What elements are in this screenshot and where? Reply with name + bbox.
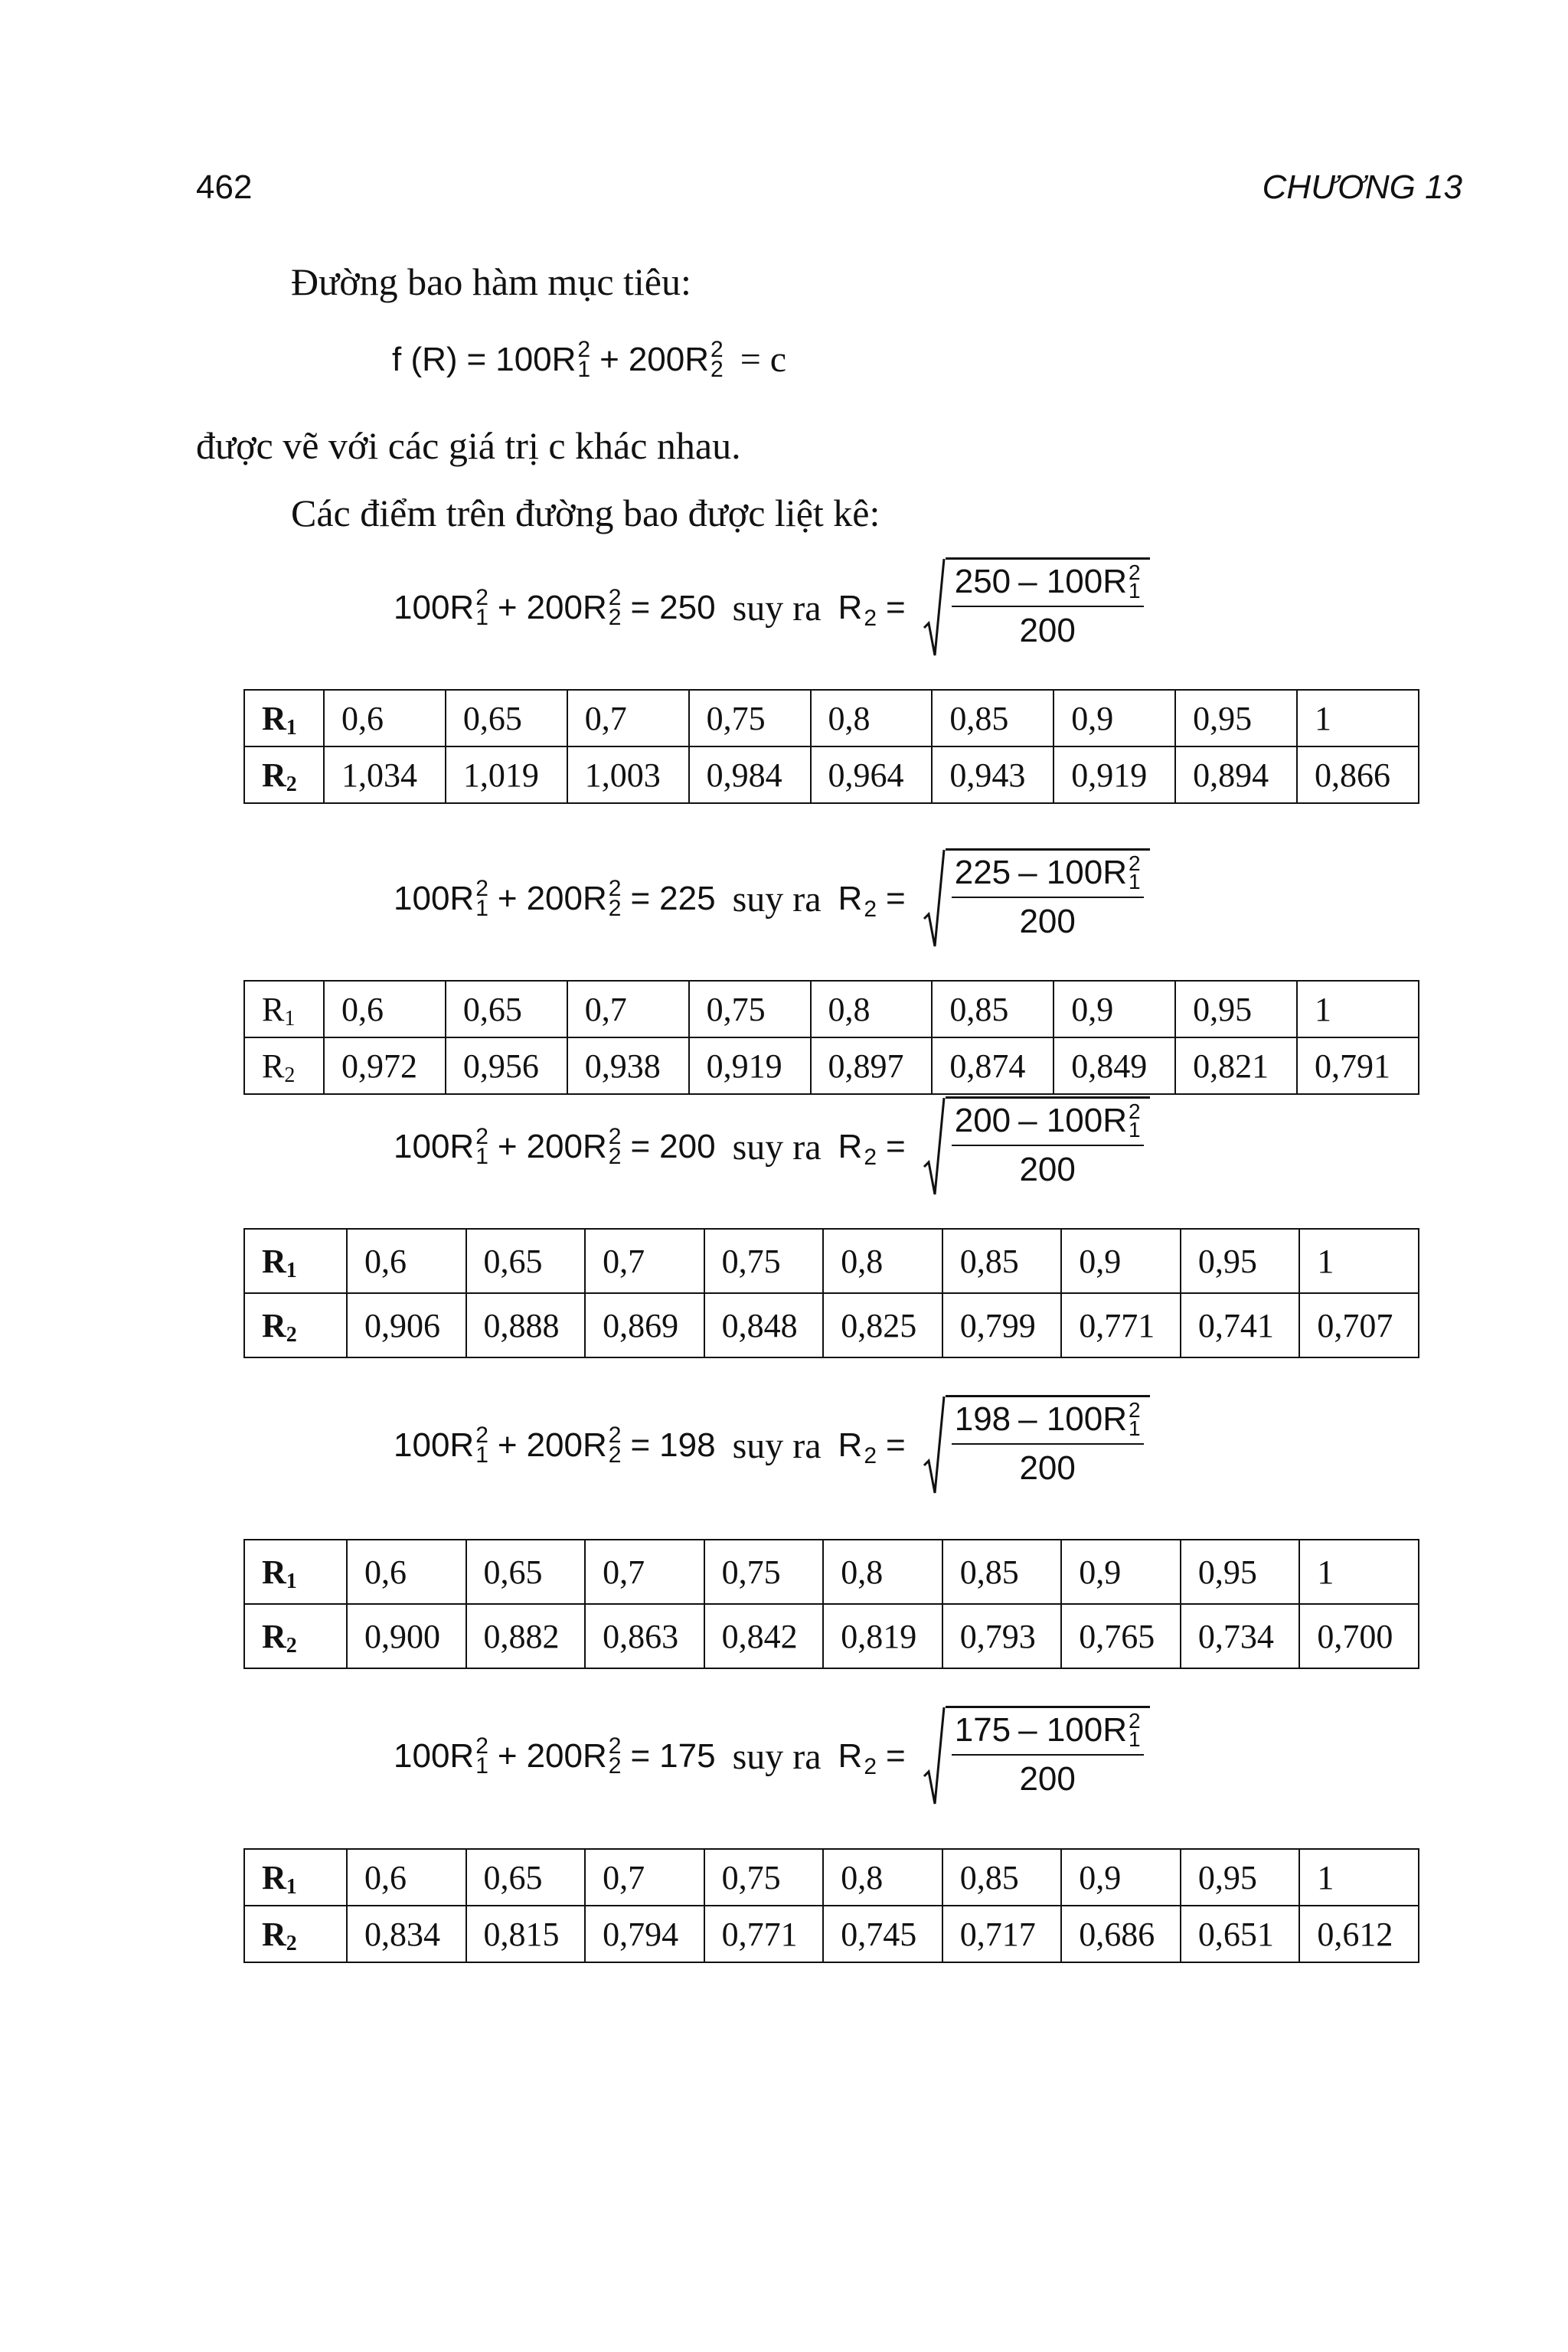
r1-index-sub: 1 — [475, 896, 488, 921]
equals-sign-2: = — [886, 1128, 906, 1165]
r1-index — [475, 1423, 488, 1468]
denominator: 200 — [1019, 1151, 1076, 1188]
table-cell: 0,984 — [689, 746, 811, 803]
row-label-subscript: 1 — [286, 1258, 297, 1282]
r1-index-sup: 2 — [475, 1124, 488, 1149]
table-row — [244, 1229, 1419, 1293]
table-cell: 0,75 — [689, 981, 811, 1037]
table-cell: 0,95 — [1181, 1540, 1300, 1604]
r2-index — [608, 1124, 622, 1169]
table-cell: 1 — [1299, 1540, 1419, 1604]
r2-index-sub: 2 — [608, 1144, 622, 1169]
table-row — [244, 1604, 1419, 1668]
row-label-subscript: 1 — [284, 1006, 296, 1031]
numerator-c: 175 — [954, 1711, 1011, 1749]
sqrt-expression — [923, 1395, 1150, 1496]
r2-index-sub: 2 — [608, 1753, 622, 1779]
intro-line-3: Các điểm trên đường bao được liệt kê: — [291, 492, 880, 534]
numerator-rest: – 100R — [1018, 854, 1128, 891]
table-cell: 0,765 — [1061, 1604, 1181, 1668]
func-term2: 200R — [628, 340, 709, 378]
table-cell: 0,874 — [932, 1037, 1054, 1094]
row-label-text: R — [262, 1306, 286, 1344]
table-row — [244, 1293, 1419, 1357]
numerator-rest: – 100R — [1018, 1102, 1128, 1139]
table-cell: 0,8 — [811, 690, 933, 746]
table-cell: 0,6 — [324, 981, 446, 1037]
numerator-c: 250 — [954, 563, 1011, 600]
r2-symbol: R — [838, 880, 863, 917]
func-plus: + — [599, 340, 619, 378]
table-cell: 0,919 — [1054, 746, 1175, 803]
table-cell: 0,849 — [1054, 1037, 1175, 1094]
values-table — [243, 1539, 1419, 1669]
c-value: 250 — [659, 589, 716, 626]
r2-index-sub: 2 — [608, 1442, 622, 1468]
row-label-r2 — [244, 1037, 324, 1094]
numerator-index — [1129, 1398, 1141, 1440]
values-table — [243, 980, 1419, 1095]
r2-index-sub: 2 — [608, 896, 622, 921]
table-row — [244, 1849, 1419, 1906]
func-lhs: f (R) — [392, 340, 458, 378]
denominator: 200 — [1019, 1449, 1076, 1487]
row-label-r2 — [244, 1604, 347, 1668]
table-cell: 0,9 — [1061, 1229, 1181, 1293]
r2-symbol: R — [838, 1737, 863, 1775]
table-cell: 0,7 — [585, 1229, 704, 1293]
c-value: 200 — [659, 1128, 716, 1165]
numerator-index-sup: 2 — [1129, 1398, 1141, 1422]
table-cell: 0,9 — [1054, 981, 1175, 1037]
table-cell: 1 — [1299, 1849, 1419, 1906]
chapter-title: CHƯƠNG 13 — [1262, 168, 1462, 206]
table-cell: 0,863 — [585, 1604, 704, 1668]
numerator — [952, 851, 1144, 898]
c-value: 175 — [659, 1737, 716, 1775]
func-sub-2: 2 — [710, 356, 724, 382]
row-label-text: R — [262, 1047, 285, 1085]
plus-sign: + — [497, 589, 518, 626]
r1-index-sup: 2 — [475, 1733, 488, 1759]
table-cell: 0,7 — [567, 690, 689, 746]
radical-sign — [923, 1395, 946, 1496]
plus-sign: + — [497, 1737, 518, 1775]
table-cell: 0,65 — [466, 1229, 586, 1293]
r2-symbol: R — [838, 1128, 863, 1165]
plus-sign: + — [497, 1128, 518, 1165]
radical-sign — [923, 1706, 946, 1807]
term-200r2: 200R — [526, 1128, 607, 1165]
table-cell: 0,700 — [1299, 1604, 1419, 1668]
numerator-index-sup: 2 — [1129, 560, 1141, 584]
table-cell: 0,821 — [1175, 1037, 1297, 1094]
row-label-text: R — [262, 990, 285, 1028]
table-cell: 0,75 — [704, 1540, 824, 1604]
table-cell: 0,75 — [704, 1849, 824, 1906]
term-200r2: 200R — [526, 880, 607, 917]
r1-index-sup: 2 — [475, 1423, 488, 1448]
equals-sign: = — [630, 1426, 651, 1464]
row-label-subscript: 2 — [286, 1633, 297, 1658]
table-cell: 0,686 — [1061, 1906, 1181, 1962]
r1-index-sub: 1 — [475, 605, 488, 630]
suy-ra-text: suy ra — [732, 1736, 822, 1777]
row-label-subscript: 2 — [284, 1063, 296, 1087]
numerator-index — [1129, 1099, 1141, 1142]
table-cell: 0,900 — [347, 1604, 466, 1668]
table-cell: 0,825 — [823, 1293, 942, 1357]
r2-index-sup: 2 — [608, 876, 622, 901]
table-row — [244, 1540, 1419, 1604]
denominator: 200 — [1019, 903, 1076, 940]
table-cell: 0,707 — [1299, 1293, 1419, 1357]
table-cell: 0,9 — [1061, 1849, 1181, 1906]
equals-sign: = — [630, 1737, 651, 1775]
suy-ra-text: suy ra — [732, 878, 822, 920]
term-200r2: 200R — [526, 1737, 607, 1775]
numerator-index-sub: 1 — [1129, 1118, 1141, 1142]
numerator-c: 200 — [954, 1102, 1011, 1139]
table-cell: 0,95 — [1175, 981, 1297, 1037]
sqrt-expression — [923, 557, 1150, 658]
suy-ra-text: suy ra — [732, 587, 822, 629]
r1-index-sub: 1 — [475, 1144, 488, 1169]
table-cell: 0,9 — [1061, 1540, 1181, 1604]
row-label-r1 — [244, 1540, 347, 1604]
r1-index-sub: 1 — [475, 1753, 488, 1779]
sqrt-expression — [923, 1706, 1150, 1807]
table-cell: 0,7 — [585, 1540, 704, 1604]
fraction — [946, 848, 1150, 949]
table-cell: 0,741 — [1181, 1293, 1300, 1357]
table-cell: 0,6 — [324, 690, 446, 746]
table-cell: 0,869 — [585, 1293, 704, 1357]
numerator-index — [1129, 1709, 1141, 1751]
radical-sign — [923, 848, 946, 949]
numerator-index-sup: 2 — [1129, 1099, 1141, 1123]
equals-sign: = — [630, 1128, 651, 1165]
table-cell: 0,75 — [689, 690, 811, 746]
term-100r1: 100R — [394, 1737, 475, 1775]
table-cell: 0,8 — [823, 1849, 942, 1906]
row-label-r1 — [244, 1849, 347, 1906]
table-cell: 0,9 — [1054, 690, 1175, 746]
sqrt-expression — [923, 1096, 1150, 1197]
r2-subscript: 2 — [864, 606, 877, 631]
numerator-rest: – 100R — [1018, 1400, 1128, 1438]
table-cell: 0,894 — [1175, 746, 1297, 803]
equals-sign-2: = — [886, 1737, 906, 1775]
table-cell: 0,95 — [1181, 1229, 1300, 1293]
c-value: 225 — [659, 880, 716, 917]
row-label-r1 — [244, 981, 324, 1037]
table-cell: 0,75 — [704, 1229, 824, 1293]
numerator-rest: – 100R — [1018, 1711, 1128, 1749]
table-cell: 0,612 — [1299, 1906, 1419, 1962]
table-cell: 0,8 — [823, 1540, 942, 1604]
r1-index — [475, 1733, 488, 1779]
term-100r1: 100R — [394, 1128, 475, 1165]
table-cell: 0,794 — [585, 1906, 704, 1962]
func-rhs: = c — [740, 339, 787, 380]
func-term1: 100R — [495, 340, 577, 378]
r2-index-sup: 2 — [608, 1124, 622, 1149]
table-cell: 0,834 — [347, 1906, 466, 1962]
values-table — [243, 1848, 1419, 1963]
row-label-subscript: 2 — [286, 772, 297, 796]
table-cell: 1 — [1297, 981, 1419, 1037]
table-row — [244, 746, 1419, 803]
term-100r1: 100R — [394, 1426, 475, 1464]
table-cell: 0,85 — [942, 1229, 1062, 1293]
table-cell: 0,745 — [823, 1906, 942, 1962]
fraction — [946, 1706, 1150, 1807]
r2-index-sup: 2 — [608, 1423, 622, 1448]
table-cell: 1,003 — [567, 746, 689, 803]
table-cell: 0,919 — [689, 1037, 811, 1094]
numerator-c: 198 — [954, 1400, 1011, 1438]
table-cell: 0,85 — [932, 981, 1054, 1037]
table-cell: 0,6 — [347, 1229, 466, 1293]
denominator: 200 — [1019, 1760, 1076, 1798]
r1-index — [475, 876, 488, 921]
table-cell: 0,799 — [942, 1293, 1062, 1357]
r2-subscript: 2 — [864, 1443, 877, 1468]
table-cell: 0,717 — [942, 1906, 1062, 1962]
table-cell: 0,6 — [347, 1849, 466, 1906]
table-cell: 0,938 — [567, 1037, 689, 1094]
envelope-formula — [394, 1096, 1150, 1197]
table-cell: 0,842 — [704, 1604, 824, 1668]
table-cell: 0,85 — [932, 690, 1054, 746]
table-cell: 0,791 — [1297, 1037, 1419, 1094]
envelope-formula — [394, 1395, 1150, 1496]
table-cell: 0,734 — [1181, 1604, 1300, 1668]
table-cell: 0,95 — [1175, 690, 1297, 746]
row-label-r1 — [244, 1229, 347, 1293]
r1-index-sub: 1 — [475, 1442, 488, 1468]
row-label-subscript: 1 — [286, 1874, 297, 1899]
numerator-index-sub: 1 — [1129, 579, 1141, 603]
fraction — [946, 1096, 1150, 1197]
row-label-subscript: 2 — [286, 1931, 297, 1955]
numerator — [952, 1400, 1144, 1445]
table-cell: 0,65 — [446, 981, 567, 1037]
table-cell: 0,85 — [942, 1849, 1062, 1906]
table-cell: 1 — [1299, 1229, 1419, 1293]
equals-sign: = — [630, 589, 651, 626]
r1-index — [475, 585, 488, 630]
r2-subscript: 2 — [864, 1754, 877, 1779]
table-row — [244, 981, 1419, 1037]
row-label-r2 — [244, 1293, 347, 1357]
table-cell: 0,972 — [324, 1037, 446, 1094]
table-cell: 0,65 — [466, 1849, 586, 1906]
envelope-formula — [394, 1706, 1150, 1807]
term-100r1: 100R — [394, 589, 475, 626]
r2-index-sup: 2 — [608, 585, 622, 610]
row-label-text: R — [262, 756, 286, 794]
equals-sign: = — [630, 880, 651, 917]
numerator-index-sub: 1 — [1129, 1416, 1141, 1440]
r2-index — [608, 876, 622, 921]
table-cell: 0,964 — [811, 746, 933, 803]
denominator: 200 — [1019, 612, 1076, 649]
row-label-r2 — [244, 746, 324, 803]
func-sub-1: 1 — [577, 356, 591, 382]
table-cell: 0,95 — [1181, 1849, 1300, 1906]
table-cell: 0,7 — [567, 981, 689, 1037]
numerator-index — [1129, 851, 1141, 893]
row-label-text: R — [262, 699, 286, 737]
r2-index — [608, 1423, 622, 1468]
fraction — [946, 557, 1150, 658]
table-cell: 1 — [1297, 690, 1419, 746]
numerator-index-sub: 1 — [1129, 870, 1141, 893]
table-cell: 0,651 — [1181, 1906, 1300, 1962]
row-label-text: R — [262, 1915, 286, 1953]
r2-subscript: 2 — [864, 897, 877, 922]
row-label-r2 — [244, 1906, 347, 1962]
table-cell: 0,8 — [823, 1229, 942, 1293]
table-cell: 0,8 — [811, 981, 933, 1037]
intro-line-1: Đường bao hàm mục tiêu: — [291, 260, 691, 303]
table-cell: 0,956 — [446, 1037, 567, 1094]
table-cell: 0,848 — [704, 1293, 824, 1357]
r2-index — [608, 585, 622, 630]
table-row — [244, 690, 1419, 746]
numerator — [952, 1099, 1144, 1146]
radical-sign — [923, 557, 946, 658]
r1-index-sup: 2 — [475, 876, 488, 901]
radical-sign — [923, 1096, 946, 1197]
row-label-subscript: 1 — [286, 715, 297, 740]
table-cell: 0,7 — [585, 1849, 704, 1906]
r2-subscript: 2 — [864, 1145, 877, 1170]
table-cell: 1,034 — [324, 746, 446, 803]
row-label-text: R — [262, 1617, 286, 1655]
table-cell: 0,906 — [347, 1293, 466, 1357]
table-cell: 0,65 — [466, 1540, 586, 1604]
equals-sign-2: = — [886, 589, 906, 626]
table-cell: 0,771 — [704, 1906, 824, 1962]
envelope-formula — [394, 557, 1150, 658]
c-value: 198 — [659, 1426, 716, 1464]
func-exp-1: 2 — [577, 336, 591, 362]
row-label-text: R — [262, 1858, 286, 1896]
values-table — [243, 689, 1419, 804]
row-label-subscript: 1 — [286, 1569, 297, 1593]
table-cell: 0,819 — [823, 1604, 942, 1668]
table-cell: 0,815 — [466, 1906, 586, 1962]
table-cell: 0,866 — [1297, 746, 1419, 803]
func-eq: = — [466, 340, 487, 378]
values-table — [243, 1228, 1419, 1358]
row-label-r1 — [244, 690, 324, 746]
table-cell: 0,882 — [466, 1604, 586, 1668]
table-cell: 0,771 — [1061, 1293, 1181, 1357]
r2-symbol: R — [838, 589, 863, 626]
equals-sign-2: = — [886, 880, 906, 917]
r2-symbol: R — [838, 1426, 863, 1464]
term-200r2: 200R — [526, 1426, 607, 1464]
table-cell: 0,897 — [811, 1037, 933, 1094]
objective-function — [392, 338, 786, 381]
table-cell: 1,019 — [446, 746, 567, 803]
suy-ra-text: suy ra — [732, 1425, 822, 1466]
numerator-rest: – 100R — [1018, 563, 1128, 600]
row-label-text: R — [262, 1553, 286, 1591]
numerator-index-sup: 2 — [1129, 1709, 1141, 1733]
r2-index-sub: 2 — [608, 605, 622, 630]
numerator-index — [1129, 560, 1141, 603]
numerator — [952, 1711, 1144, 1756]
r2-index — [608, 1733, 622, 1779]
sqrt-expression — [923, 848, 1150, 949]
numerator-index-sup: 2 — [1129, 851, 1141, 875]
r1-index-sup: 2 — [475, 585, 488, 610]
numerator-index-sub: 1 — [1129, 1727, 1141, 1751]
table-row — [244, 1906, 1419, 1962]
page-number: 462 — [196, 168, 253, 206]
term-100r1: 100R — [394, 880, 475, 917]
intro-line-2: được vẽ với các giá trị c khác nhau. — [196, 424, 741, 467]
table-cell: 0,888 — [466, 1293, 586, 1357]
numerator-c: 225 — [954, 854, 1011, 891]
table-cell: 0,793 — [942, 1604, 1062, 1668]
table-cell: 0,943 — [932, 746, 1054, 803]
table-cell: 0,65 — [446, 690, 567, 746]
numerator — [952, 560, 1144, 607]
plus-sign: + — [497, 1426, 518, 1464]
r1-index — [475, 1124, 488, 1169]
envelope-formula — [394, 848, 1150, 949]
plus-sign: + — [497, 880, 518, 917]
table-cell: 0,85 — [942, 1540, 1062, 1604]
fraction — [946, 1395, 1150, 1496]
table-row — [244, 1037, 1419, 1094]
func-exp-2: 2 — [710, 336, 724, 362]
term-200r2: 200R — [526, 589, 607, 626]
equals-sign-2: = — [886, 1426, 906, 1464]
r2-index-sup: 2 — [608, 1733, 622, 1759]
row-label-subscript: 2 — [286, 1322, 297, 1347]
suy-ra-text: suy ra — [732, 1126, 822, 1168]
table-cell: 0,6 — [347, 1540, 466, 1604]
row-label-text: R — [262, 1242, 286, 1280]
